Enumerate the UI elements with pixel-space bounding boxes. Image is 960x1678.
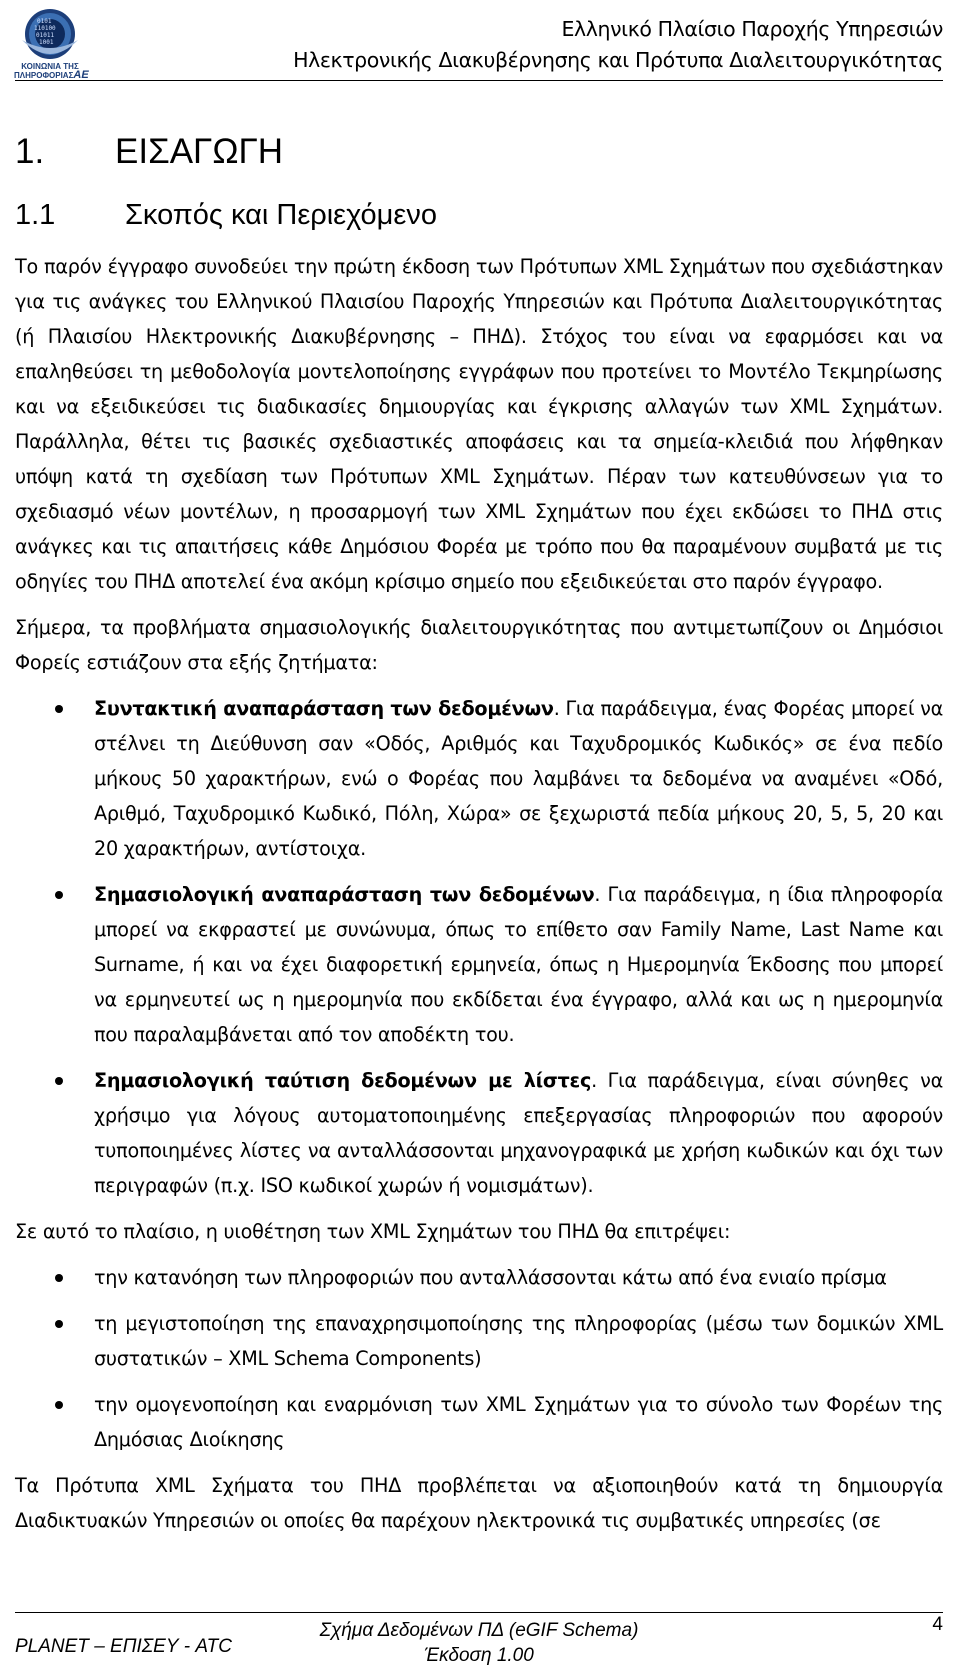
paragraph: Το παρόν έγγραφο συνοδεύει την πρώτη έκδοση των Πρότυπων XML Σχημάτων που σχεδιάστηκαν για τις ανάγκες του Ελληνικού Πλαισίου Παροχής Υπηρεσιών και Πρότυπα Διαλειτουργικότητας (ή Πλαισίου Ηλεκτρονικής Διακυβέρνησης – ΠΗΔ). Στόχος του είναι να εφαρμόσει και να επαληθεύσει τη μεθοδολογία μοντελοποίησης εγγράφων που προτείνει το Μοντέλο Τεκμηρίωσης και να εξειδικεύσει τις διαδικασίες δημιουργίας και έγκρισης αλλαγών των XML Σχημάτων. Παράλληλα, θέτει τις βασικές σχεδιαστικές αποφάσεις και τα σημεία-κλειδιά που λήφθηκαν υπόψη κατά τη σχεδίαση των Πρότυπων XML Σχημάτων. Πέραν των κατευθύνσεων για το σχεδιασμό νέων μοντέλων, η προσαρμογή των XML Σχημάτων που έχει εκδώσει το ΠΗΔ στις ανάγκες και τις απαιτήσεις κάθε Δημόσιου Φορέα με τρόπο που θα παραμένουν συμβατά με τις οδηγίες του ΠΗΔ αποτελεί ένα ακόμη κρίσιμο σημείο που εξειδικεύεται στο παρόν έγγραφο.	[15, 255, 943, 593]
document-body	[15, 249, 943, 1549]
list-item: Σημασιολογική ταύτιση δεδομένων με λίστες. Για παράδειγμα, είναι σύνηθες να χρήσιμο για λόγους αυτοματοποιημένης επεξεργασίας πληροφοριών που αφορούν τυποποιημένες λίστες να ανταλλάσσονται μηχανογραφικά με χρήση κωδικών και όχι των περιγραφών (π.χ. ISO κωδικοί χωρών ή νομισμάτων).	[15, 1063, 943, 1203]
header-divider	[15, 80, 943, 81]
list-item-title: Συντακτική αναπαράσταση των δεδομένων	[94, 697, 554, 720]
document-header	[293, 14, 943, 76]
paragraph: Σε αυτό το πλαίσιο, η υιοθέτηση των XML Σχημάτων του ΠΗΔ θα επιτρέψει:	[15, 1220, 731, 1243]
svg-text:1001: 1001	[39, 39, 54, 46]
benefits-list	[15, 1260, 943, 1457]
svg-text:01011: 01011	[36, 32, 55, 39]
list-item: τη μεγιστοποίηση της επαναχρησιμοποίησης της πληροφορίας (μέσω των δομικών XML συστατικών – XML Schema Components)	[15, 1306, 943, 1376]
heading-2-number: 1.1	[15, 199, 56, 231]
svg-text:110100: 110100	[34, 25, 56, 32]
footer-version: Έκδοση 1.00	[424, 1645, 534, 1666]
footer-center	[15, 1618, 943, 1668]
page-number: 4	[932, 1614, 943, 1635]
organization-logo	[14, 6, 89, 82]
header-title-line2: Ηλεκτρονικής Διακυβέρνησης και Πρότυπα Διαλειτουργικότητας	[293, 48, 943, 72]
heading-2	[15, 197, 437, 233]
list-item: Σημασιολογική αναπαράσταση των δεδομένων. Για παράδειγμα, η ίδια πληροφορία μπορεί να εκφραστεί με συνώνυμα, όπως το επίθετο σαν Family Name, Last Name και Surname, ή και να έχει διαφορετική ερμηνεία, όπως η Ημερομηνία Έκδοσης που μπορεί να ερμηνευτεί ως η ημερομηνία που εκδίδεται ένα έγγραφο, αλλά και ως η ημερομηνία που παραλαμβάνεται από τον αποδέκτη του.	[15, 877, 943, 1052]
document-footer	[15, 1614, 943, 1670]
heading-1-number: 1.	[15, 132, 45, 171]
list-item: την κατανόηση των πληροφοριών που ανταλλάσσονται κάτω από ένα ενιαίο πρίσμα	[15, 1260, 943, 1295]
footer-divider	[15, 1612, 943, 1613]
footer-doc-title: Σχήμα Δεδομένων ΠΔ (eGIF Schema)	[319, 1620, 639, 1641]
list-item: την ομογενοποίηση και εναρμόνιση των XML Σχημάτων για το σύνολο των Φορέων της Δημόσιας Διοίκησης	[15, 1387, 943, 1457]
list-item: Συντακτική αναπαράσταση των δεδομένων. Για παράδειγμα, ένας Φορέας μπορεί να στέλνει τη Διεύθυνση σαν «Οδός, Αριθμός και Ταχυδρομικός Κωδικός» σε ένα πεδίο μήκους 50 χαρακτήρων, ενώ ο Φορέας που λαμβάνει τα δεδομένα να αναμένει «Οδό, Αριθμό, Ταχυδρομικό Κωδικό, Πόλη, Χώρα» σε ξεχωριστά πεδία μήκους 20, 5, 5, 20 και 20 χαρακτήρων, αντίστοιχα.	[15, 691, 943, 866]
logo-text: ΚΟΙΝΩΝΙΑ ΤΗΣ ΠΛΗΡΟΦΟΡΙΑΣΑΕ	[14, 62, 89, 81]
logo-emblem-icon	[14, 6, 86, 64]
svg-text:0101: 0101	[37, 18, 52, 25]
issues-list	[15, 691, 943, 1203]
paragraph: Σήμερα, τα προβλήματα σημασιολογικής διαλειτουργικότητας που αντιμετωπίζουν οι Δημόσιοι Φορείς εστιάζουν στα εξής ζητήματα:	[15, 616, 943, 674]
heading-2-text: Σκοπός και Περιεχόμενο	[125, 199, 437, 231]
list-item-title: Σημασιολογική ταύτιση δεδομένων με λίστες	[94, 1069, 592, 1092]
heading-1	[15, 132, 283, 172]
footer-left: PLANET – ΕΠΙΣΕΥ - ATC	[15, 1636, 232, 1657]
heading-1-text: ΕΙΣΑΓΩΓΗ	[115, 132, 284, 171]
list-item-title: Σημασιολογική αναπαράσταση των δεδομένων	[94, 883, 595, 906]
header-title-line1: Ελληνικό Πλαίσιο Παροχής Υπηρεσιών	[561, 17, 943, 41]
paragraph: Τα Πρότυπα XML Σχήματα του ΠΗΔ προβλέπεται να αξιοποιηθούν κατά τη δημιουργία Διαδικτυακών Υπηρεσιών οι οποίες θα παρέχουν ηλεκτρονικά τις συμβατικές υπηρεσίες (σε	[15, 1474, 943, 1532]
